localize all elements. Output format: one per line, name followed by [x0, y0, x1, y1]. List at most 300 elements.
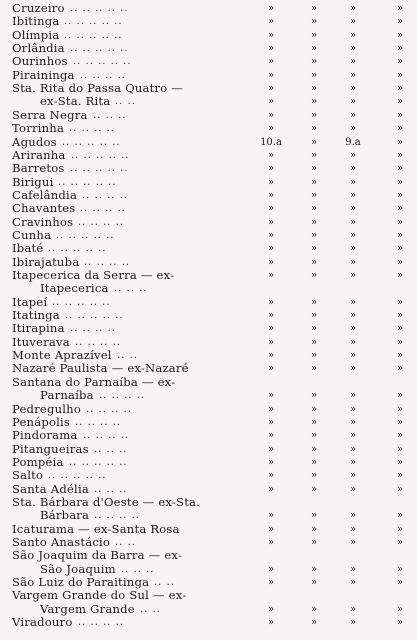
column-value-3: » [349, 563, 357, 575]
place-name: Torrinha [12, 121, 65, 136]
leader-dots: .. .. .. [121, 563, 155, 575]
table-row [0, 2, 417, 15]
column-value-2: » [310, 310, 318, 322]
table-row [0, 389, 417, 402]
leader-dots: .. .. .. .. [94, 510, 140, 522]
table-row [0, 15, 417, 28]
column-value-2: » [310, 123, 318, 135]
place-name: Pitangueiras [12, 441, 89, 456]
table-row [0, 443, 417, 456]
column-value-4: » [396, 270, 404, 281]
column-value-2: » [310, 163, 318, 175]
table-row [0, 362, 417, 375]
column-value-4: » [396, 229, 404, 241]
table-row [0, 589, 417, 602]
leader-dots: .. .. .. .. [78, 216, 124, 228]
column-value-4: » [396, 243, 404, 255]
place-name: Cravinhos [12, 214, 74, 229]
column-value-4: » [396, 483, 404, 495]
column-value-1: » [267, 390, 275, 402]
column-value-3: » [349, 336, 357, 348]
column-value-1: » [267, 256, 275, 268]
column-value-3: » [349, 483, 357, 495]
column-value-2: » [310, 350, 318, 362]
column-value-2: » [310, 109, 318, 121]
table-row [0, 82, 417, 95]
column-value-2: » [310, 416, 318, 428]
column-value-1: » [267, 16, 275, 28]
column-value-2: » [310, 16, 318, 28]
column-value-2: » [310, 270, 318, 281]
table-row [0, 29, 417, 42]
table-row [0, 136, 417, 149]
column-value-4: » [396, 456, 404, 468]
column-value-2: » [310, 456, 318, 468]
column-value-4: » [396, 16, 404, 28]
leader-dots: .. .. .. .. [70, 323, 116, 335]
place-name: Santa Adélia [12, 481, 89, 496]
column-value-3: » [349, 403, 357, 415]
column-value-3: » [349, 109, 357, 121]
place-name: Piraininga [12, 67, 75, 82]
table-row [0, 469, 417, 482]
column-value-1: » [267, 216, 275, 228]
place-name: Ituverava [12, 334, 70, 349]
column-value-2: » [310, 3, 318, 14]
place-name: Serra Negra [12, 107, 88, 122]
column-value-1: » [267, 470, 275, 482]
column-value-2: » [310, 323, 318, 335]
column-value-1: » [267, 403, 275, 415]
column-value-4: » [396, 350, 404, 362]
column-value-3: » [349, 416, 357, 428]
leader-dots: .. .. .. .. .. [52, 296, 111, 308]
table-row [0, 149, 417, 162]
place-name: Birigui [12, 174, 54, 189]
column-value-3: 9.a [345, 136, 361, 148]
column-value-3: » [349, 617, 357, 629]
column-value-4: » [396, 136, 404, 148]
table-row [0, 309, 417, 322]
column-value-4: » [396, 510, 404, 522]
place-name: Itapeí [12, 294, 48, 309]
table-row [0, 322, 417, 335]
leader-dots: .. .. .. .. .. [69, 456, 128, 468]
leader-dots: .. .. [117, 350, 138, 362]
column-value-4: » [396, 29, 404, 41]
place-name: Ibirajatuba [12, 254, 80, 269]
place-name: Santana do Parnaíba — ex- [12, 374, 176, 389]
column-value-2: » [310, 470, 318, 482]
column-value-3: » [349, 510, 357, 522]
table-row [0, 349, 417, 362]
place-name: Pedregulho [12, 401, 82, 416]
table-row [0, 296, 417, 309]
column-value-1: 10.a [260, 136, 282, 148]
column-value-1: » [267, 3, 275, 14]
table-row [0, 429, 417, 442]
column-value-3: » [349, 310, 357, 322]
column-value-3: » [349, 443, 357, 455]
leader-dots: .. .. .. .. [75, 336, 121, 348]
leader-dots: .. .. [140, 603, 161, 615]
column-value-4: » [396, 123, 404, 135]
column-value-2: » [310, 296, 318, 308]
column-value-3: » [349, 270, 357, 281]
table-row [0, 576, 417, 589]
column-value-1: » [267, 603, 275, 615]
column-value-1: » [267, 350, 275, 362]
column-value-3: » [349, 176, 357, 188]
leader-dots: .. .. .. .. [99, 390, 145, 402]
place-name: Santo Anastácio [12, 535, 111, 549]
column-value-3: » [349, 3, 357, 14]
column-value-2: » [310, 443, 318, 455]
column-value-3: » [349, 43, 357, 55]
place-name: Vargem Grande do Sul — ex- [12, 588, 187, 603]
column-value-2: » [310, 176, 318, 188]
table-row [0, 256, 417, 269]
leader-dots: .. .. .. [114, 283, 148, 295]
place-name: São Joaquim [40, 561, 116, 576]
leader-dots: .. .. .. .. .. [71, 149, 130, 161]
column-value-3: » [349, 296, 357, 308]
column-value-3: » [349, 189, 357, 201]
column-value-4: » [396, 163, 404, 175]
column-value-4: » [396, 96, 404, 108]
column-value-1: » [267, 563, 275, 575]
column-value-1: » [267, 363, 275, 375]
column-value-4: » [396, 443, 404, 455]
place-name: Olímpia [12, 27, 60, 42]
table-row [0, 416, 417, 429]
place-name: Sta. Rita do Passa Quatro — [12, 81, 184, 96]
place-name: Cunha [12, 227, 52, 242]
column-value-4: » [396, 563, 404, 575]
column-value-1: » [267, 577, 275, 589]
column-value-2: » [310, 617, 318, 629]
column-value-1: » [267, 443, 275, 455]
column-value-4: » [396, 310, 404, 322]
leader-dots: .. .. .. .. [82, 189, 128, 201]
column-value-2: » [310, 256, 318, 268]
column-value-4: » [396, 216, 404, 228]
column-value-3: » [349, 430, 357, 442]
column-value-1: » [267, 123, 275, 135]
place-name: Ibitinga [12, 14, 60, 29]
table-row [0, 202, 417, 215]
leader-dots: .. .. .. .. .. [64, 16, 123, 28]
column-value-4: » [396, 176, 404, 188]
place-name: Pompéia [12, 454, 64, 469]
column-value-3: » [349, 216, 357, 228]
column-value-3: » [349, 243, 357, 255]
column-value-1: » [267, 483, 275, 495]
table-row [0, 483, 417, 496]
table-row [0, 269, 417, 282]
column-value-1: » [267, 96, 275, 108]
column-value-1: » [267, 29, 275, 41]
column-value-3: » [349, 523, 357, 535]
column-value-1: » [267, 617, 275, 629]
column-value-1: » [267, 163, 275, 175]
column-value-4: » [396, 189, 404, 201]
column-value-3: » [349, 577, 357, 589]
leader-dots: .. .. [115, 537, 136, 548]
column-value-4: » [396, 523, 404, 535]
table-row [0, 496, 417, 509]
leader-dots: .. .. .. .. .. [70, 163, 129, 175]
place-name: ex-Sta. Rita [40, 94, 111, 109]
leader-dots: .. .. .. .. [80, 69, 126, 81]
column-value-4: » [396, 109, 404, 121]
leader-dots: .. .. .. [93, 109, 127, 121]
column-value-1: » [267, 69, 275, 81]
column-value-3: » [349, 537, 357, 548]
table-row [0, 549, 417, 562]
leader-dots: .. .. .. .. .. [48, 470, 107, 482]
column-value-1: » [267, 296, 275, 308]
place-name: Bárbara [40, 508, 90, 523]
column-value-1: » [267, 537, 275, 548]
column-value-2: » [310, 563, 318, 575]
place-name: Penápolis [12, 414, 71, 429]
place-name: Cruzeiro [12, 1, 65, 15]
table-row [0, 603, 417, 616]
column-value-1: » [267, 323, 275, 335]
leader-dots: .. .. .. .. .. [70, 3, 129, 14]
table-row [0, 122, 417, 135]
leader-dots: .. .. .. .. .. [48, 243, 107, 255]
column-value-4: » [396, 56, 404, 68]
leader-dots: .. .. [154, 577, 175, 589]
column-value-2: » [310, 537, 318, 548]
column-value-4: » [396, 336, 404, 348]
leader-dots: .. .. .. .. .. [64, 29, 123, 41]
leader-dots: .. .. .. .. .. [56, 229, 115, 241]
leader-dots: .. .. .. .. .. [73, 56, 132, 68]
column-value-2: » [310, 336, 318, 348]
place-name: Parnaíba [40, 388, 94, 403]
table-row [0, 403, 417, 416]
column-value-2: » [310, 523, 318, 535]
column-value-3: » [349, 363, 357, 375]
place-name: Vargem Grande [40, 601, 135, 616]
column-value-3: » [349, 203, 357, 215]
column-value-4: » [396, 69, 404, 81]
column-value-2: » [310, 510, 318, 522]
column-value-3: » [349, 69, 357, 81]
leader-dots: .. .. .. .. [83, 430, 129, 442]
column-value-2: » [310, 29, 318, 41]
place-name: Salto [12, 468, 44, 483]
column-value-1: » [267, 229, 275, 241]
table-row [0, 242, 417, 255]
table-row [0, 616, 417, 629]
leader-dots: .. .. .. .. .. [58, 176, 117, 188]
column-value-2: » [310, 149, 318, 161]
table-row [0, 55, 417, 68]
leader-dots: .. .. .. .. .. [65, 310, 124, 322]
column-value-3: » [349, 123, 357, 135]
column-value-1: » [267, 109, 275, 121]
column-value-1: » [267, 56, 275, 68]
place-name: Itapecerica [40, 281, 109, 296]
column-value-2: » [310, 83, 318, 95]
place-name: Viradouro [12, 615, 73, 630]
column-value-1: » [267, 149, 275, 161]
table-row [0, 456, 417, 469]
place-name: Itapecerica da Serra — ex- [12, 268, 175, 282]
column-value-1: » [267, 270, 275, 281]
column-value-1: » [267, 243, 275, 255]
column-value-3: » [349, 456, 357, 468]
column-value-4: » [396, 577, 404, 589]
column-value-1: » [267, 203, 275, 215]
column-value-1: » [267, 523, 275, 535]
place-name: Pindorama [12, 428, 78, 443]
column-value-4: » [396, 363, 404, 375]
column-value-4: » [396, 537, 404, 548]
column-value-1: » [267, 336, 275, 348]
place-name: Monte Aprazível [12, 348, 112, 363]
column-value-3: » [349, 149, 357, 161]
leader-dots: .. .. .. [94, 443, 128, 455]
table-row [0, 282, 417, 295]
place-name: Itatinga [12, 308, 60, 323]
place-name: Nazaré Paulista — ex-Nazaré [12, 361, 189, 376]
column-value-2: » [310, 390, 318, 402]
column-value-3: » [349, 323, 357, 335]
column-value-4: » [396, 256, 404, 268]
table-row [0, 523, 417, 536]
column-value-2: » [310, 43, 318, 55]
table-row [0, 42, 417, 55]
column-value-2: » [310, 603, 318, 615]
column-value-2: » [310, 216, 318, 228]
table-row [0, 336, 417, 349]
column-value-2: » [310, 363, 318, 375]
table-row [0, 162, 417, 175]
column-value-4: » [396, 43, 404, 55]
place-name: Ariranha [12, 147, 66, 162]
column-value-1: » [267, 430, 275, 442]
column-value-2: » [310, 430, 318, 442]
column-value-4: » [396, 3, 404, 14]
table-row [0, 189, 417, 202]
leader-dots: .. .. [115, 96, 136, 108]
table-row [0, 95, 417, 108]
table-row [0, 229, 417, 242]
column-value-3: » [349, 390, 357, 402]
place-name: São Joaquim da Barra — ex- [12, 548, 183, 563]
place-name: Cafelândia [12, 187, 78, 202]
column-value-3: » [349, 163, 357, 175]
column-value-4: » [396, 390, 404, 402]
leader-dots: .. .. .. .. [86, 403, 132, 415]
column-value-3: » [349, 256, 357, 268]
column-value-2: » [310, 229, 318, 241]
column-value-2: » [310, 189, 318, 201]
place-name: Orlândia [12, 41, 65, 56]
column-value-3: » [349, 16, 357, 28]
place-name: Ibaté [12, 241, 44, 256]
place-name: Itirapina [12, 321, 65, 336]
table-row [0, 509, 417, 522]
place-name: Sta. Bárbara d'Oeste — ex-Sta. [12, 494, 201, 509]
column-value-4: » [396, 403, 404, 415]
column-value-1: » [267, 416, 275, 428]
column-value-2: » [310, 483, 318, 495]
column-value-3: » [349, 603, 357, 615]
place-name: Agudos [12, 134, 57, 149]
column-value-4: » [396, 323, 404, 335]
column-value-3: » [349, 229, 357, 241]
column-value-2: » [310, 69, 318, 81]
column-value-2: » [310, 56, 318, 68]
leader-dots: .. .. .. .. .. [62, 136, 121, 148]
column-value-1: » [267, 310, 275, 322]
table-row [0, 176, 417, 189]
column-value-3: » [349, 56, 357, 68]
table-row [0, 216, 417, 229]
column-value-2: » [310, 243, 318, 255]
column-value-1: » [267, 176, 275, 188]
column-value-1: » [267, 510, 275, 522]
column-value-2: » [310, 577, 318, 589]
table-row [0, 69, 417, 82]
table-row [0, 376, 417, 389]
leader-dots: .. .. .. .. [84, 256, 130, 268]
column-value-1: » [267, 189, 275, 201]
column-value-3: » [349, 83, 357, 95]
column-value-1: » [267, 43, 275, 55]
column-value-2: » [310, 96, 318, 108]
leader-dots: .. .. .. .. [69, 123, 115, 135]
column-value-4: » [396, 430, 404, 442]
column-value-4: » [396, 617, 404, 629]
column-value-4: » [396, 83, 404, 95]
column-value-1: » [267, 83, 275, 95]
table-row [0, 563, 417, 576]
leader-dots: .. .. .. [94, 483, 128, 495]
column-value-2: » [310, 403, 318, 415]
column-value-1: » [267, 456, 275, 468]
leader-dots: .. .. .. .. [80, 203, 126, 215]
table-row [0, 109, 417, 122]
leader-dots: .. .. .. .. [78, 617, 124, 629]
place-name: Icaturama — ex-Santa Rosa [12, 521, 180, 536]
place-name: Ourinhos [12, 54, 68, 69]
place-name: São Luiz do Paraitinga [12, 575, 150, 590]
column-value-4: » [396, 470, 404, 482]
table-row [0, 536, 417, 549]
column-value-3: » [349, 96, 357, 108]
leader-dots: .. .. .. .. .. [70, 43, 129, 55]
column-value-4: » [396, 416, 404, 428]
column-value-4: » [396, 603, 404, 615]
column-value-3: » [349, 29, 357, 41]
column-value-2: » [310, 136, 318, 148]
place-name: Chavantes [12, 201, 76, 216]
column-value-4: » [396, 203, 404, 215]
column-value-2: » [310, 203, 318, 215]
place-name: Barretos [12, 161, 65, 176]
column-value-4: » [396, 149, 404, 161]
column-value-3: » [349, 350, 357, 362]
column-value-3: » [349, 470, 357, 482]
leader-dots: .. .. .. .. [75, 416, 121, 428]
